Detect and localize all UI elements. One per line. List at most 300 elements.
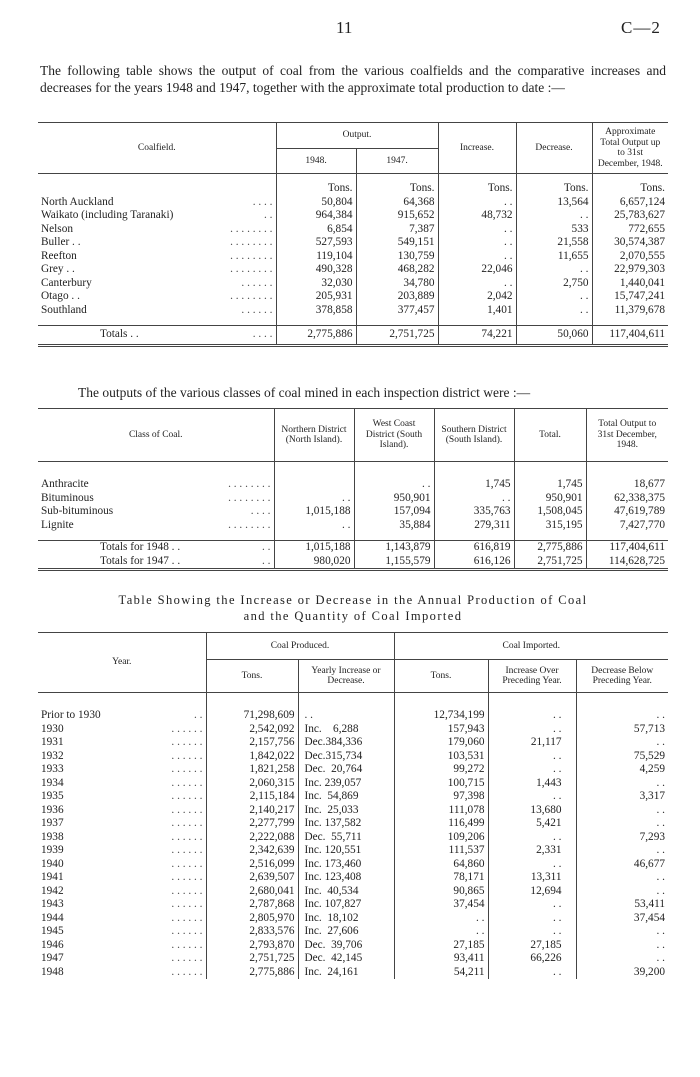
leader-dots: . . . . [252, 328, 273, 341]
year-label-label: 1939 [41, 844, 64, 856]
imported-tons-cell: 90,865 [394, 885, 488, 899]
produced-tons-cell: 2,639,507 [206, 871, 298, 885]
decrease-cell: . . [516, 209, 592, 223]
table-row [38, 831, 668, 845]
decrease-below-cell: . . [576, 885, 668, 899]
imported-tons-cell: 111,078 [394, 804, 488, 818]
totals-row [38, 541, 668, 555]
year-label-label: 1945 [41, 925, 64, 937]
decrease-below-cell: 46,677 [576, 858, 668, 872]
coal-produced-header: Coal Produced. [206, 633, 394, 660]
year-label [38, 871, 206, 885]
total-output-cell: 15,747,241 [592, 290, 668, 304]
coalfield-name [38, 250, 276, 264]
decrease-below-cell: 7,293 [576, 831, 668, 845]
output-1947-cell: 64,368 [356, 196, 438, 210]
west-coast-cell: 157,094 [354, 505, 434, 519]
output-1948-cell: 964,384 [276, 209, 356, 223]
decrease-below-cell: 39,200 [576, 966, 668, 980]
total-output-cell: 47,619,789 [586, 505, 668, 519]
coal-class-name [38, 505, 274, 519]
decrease-cell: 533 [516, 223, 592, 237]
leader-dots: . . . . . . [241, 303, 273, 316]
yearly-change-cell: Inc. 24,161 [298, 966, 394, 980]
spacer-cell [356, 317, 438, 326]
units-blank [38, 182, 276, 196]
year-label [38, 912, 206, 926]
spacer-cell [38, 693, 206, 702]
table-row [38, 236, 668, 250]
coalfield-name-label: Canterbury [41, 276, 92, 289]
leader-dots: . . . . . . [171, 857, 203, 870]
southern-cell: 279,311 [434, 519, 514, 533]
coalfield-name-label: Buller . . [41, 236, 81, 248]
year-1947-header: 1947. [356, 148, 438, 174]
produced-tons-cell: 1,842,022 [206, 750, 298, 764]
leader-dots: . . . . . . [241, 276, 273, 289]
table-row [38, 290, 668, 304]
classes-paragraph: The outputs of the various classes of coal mined in each inspection district were :— [78, 385, 531, 400]
northern-cell: . . [274, 492, 354, 506]
increase-over-cell: . . [488, 898, 576, 912]
increase-cell: . . [438, 250, 516, 264]
increase-over-cell: 13,311 [488, 871, 576, 885]
year-label-label: 1931 [41, 736, 64, 748]
table-row [38, 871, 668, 885]
table-row [38, 804, 668, 818]
spacer-row [38, 470, 668, 478]
spacer-cell [38, 532, 274, 541]
total-w-cell: 1,143,879 [354, 541, 434, 555]
spacer-row [38, 701, 668, 709]
year-label-label: 1935 [41, 790, 64, 802]
produced-tons-cell: 1,821,258 [206, 763, 298, 777]
total-inc-cell: 74,221 [438, 326, 516, 346]
output-1948-cell: 6,854 [276, 223, 356, 237]
spacer-cell [276, 174, 356, 183]
increase-over-cell: . . [488, 912, 576, 926]
imported-tons-cell: 157,943 [394, 723, 488, 737]
spacer-cell [298, 693, 394, 702]
produced-tons-cell: 2,277,799 [206, 817, 298, 831]
output-1947-cell: 549,151 [356, 236, 438, 250]
decrease-header: Decrease. [516, 123, 592, 174]
leader-dots: . . . . . . [171, 925, 203, 937]
decrease-below-cell: . . [576, 939, 668, 953]
southern-cell: 1,745 [434, 478, 514, 492]
leader-dots: . . . . . . [171, 776, 203, 789]
spacer-cell [592, 174, 668, 183]
totals-label-label: Totals . . [100, 328, 139, 341]
yearly-change-cell: Inc. 40,534 [298, 885, 394, 899]
total-output-cell: 2,070,555 [592, 250, 668, 264]
produced-tons-cell: 2,680,041 [206, 885, 298, 899]
year-label [38, 763, 206, 777]
spacer-cell [434, 532, 514, 541]
increase-cell: . . [438, 236, 516, 250]
year-label [38, 831, 206, 845]
table-row [38, 898, 668, 912]
produced-tons-cell: 2,157,756 [206, 736, 298, 750]
imported-tons-cell: 109,206 [394, 831, 488, 845]
spacer-cell [274, 532, 354, 541]
year-label-label: 1942 [41, 884, 64, 897]
produced-tons-cell: 2,793,870 [206, 939, 298, 953]
leader-dots: . . [264, 209, 273, 221]
output-1948-cell: 32,030 [276, 277, 356, 291]
spacer-cell [38, 701, 206, 709]
northern-district-header: Northern District (North Island). [274, 409, 354, 462]
leader-dots: . . . . . . [171, 965, 203, 978]
totals-label-label: Totals for 1948 . . [100, 541, 181, 553]
spacer-row [38, 532, 668, 541]
table-row [38, 723, 668, 737]
output-1948-cell: 378,858 [276, 304, 356, 318]
class-of-coal-header: Class of Coal. [128, 429, 183, 440]
leader-dots: . . . . . . [171, 790, 203, 802]
yearly-change-cell: Inc. 18,102 [298, 912, 394, 926]
produced-tons-cell: 2,140,217 [206, 804, 298, 818]
decrease-below-cell: 53,411 [576, 898, 668, 912]
produced-tons-cell: 2,787,868 [206, 898, 298, 912]
spacer-cell [38, 462, 274, 471]
leader-dots: . . . . . . [171, 911, 203, 924]
yearly-change-cell: Dec. 20,764 [298, 763, 394, 777]
import-table-title-line2: and the Quantity of Coal Imported [243, 609, 463, 623]
coal-imported-header: Coal Imported. [394, 633, 668, 660]
year-label [38, 804, 206, 818]
decrease-below-cell: . . [576, 709, 668, 723]
totals-label-label: Totals for 1947 . . [100, 554, 181, 567]
yearly-change-cell: Inc. 27,606 [298, 925, 394, 939]
coalfield-name [38, 277, 276, 291]
output-1948-cell: 490,328 [276, 263, 356, 277]
output-1948-cell: 50,804 [276, 196, 356, 210]
decrease-below-cell: . . [576, 817, 668, 831]
totals-row [38, 326, 668, 346]
coalfield-name [38, 263, 276, 277]
southern-district-header: Southern District (South Island). [434, 409, 514, 462]
coalfield-name-label: Reefton [41, 249, 77, 262]
produced-tons-cell: 2,542,092 [206, 723, 298, 737]
table-row [38, 709, 668, 723]
spacer-cell [434, 462, 514, 471]
year-label-label: 1948 [41, 965, 64, 978]
output-1947-cell: 7,387 [356, 223, 438, 237]
total-s-cell: 616,126 [434, 555, 514, 570]
table-row [38, 790, 668, 804]
southern-cell: . . [434, 492, 514, 506]
year-label [38, 939, 206, 953]
leader-dots: . . . . . . . . [230, 290, 273, 302]
leader-dots: . . . . . . [171, 952, 203, 964]
unit-label: Tons. [438, 182, 516, 196]
table-row [38, 966, 668, 980]
yearly-change-cell: Inc. 25,033 [298, 804, 394, 818]
table-row [38, 478, 668, 492]
decrease-cell: . . [516, 263, 592, 277]
spacer-cell [276, 317, 356, 326]
table-row [38, 952, 668, 966]
output-1947-cell: 203,889 [356, 290, 438, 304]
spacer-cell [274, 462, 354, 471]
total-output-cell: 25,783,627 [592, 209, 668, 223]
decrease-below-header: Decrease Below Preceding Year. [576, 660, 668, 693]
leader-dots: . . . . . . [171, 803, 203, 816]
total-dec-cell: 50,060 [516, 326, 592, 346]
decrease-below-cell: . . [576, 952, 668, 966]
spacer-cell [586, 532, 668, 541]
total-output-cell: 11,379,678 [592, 304, 668, 318]
increase-over-cell: 21,117 [488, 736, 576, 750]
leader-dots: . . . . [250, 505, 271, 517]
table-row [38, 223, 668, 237]
decrease-below-cell: 4,259 [576, 763, 668, 777]
table-row [38, 505, 668, 519]
leader-dots: . . . . . . [171, 817, 203, 829]
total-cell: 1,745 [514, 478, 586, 492]
decrease-cell: 2,750 [516, 277, 592, 291]
spacer-cell [354, 532, 434, 541]
table-row [38, 304, 668, 318]
yearly-change-cell: Dec. 55,711 [298, 831, 394, 845]
year-label [38, 723, 206, 737]
imported-tons-cell: 64,860 [394, 858, 488, 872]
year-label-label: 1944 [41, 911, 64, 924]
table-row [38, 519, 668, 533]
spacer-cell [514, 462, 586, 471]
table-row [38, 925, 668, 939]
coalfield-name-label: Southland [41, 303, 87, 316]
decrease-below-cell: . . [576, 844, 668, 858]
leader-dots: . . . . . . [171, 763, 203, 775]
increase-over-cell: . . [488, 925, 576, 939]
spacer-cell [394, 701, 488, 709]
coalfield-name [38, 209, 276, 223]
increase-cell: . . [438, 223, 516, 237]
spacer-cell [516, 174, 592, 183]
decrease-cell: . . [516, 304, 592, 318]
total-w-cell: 1,155,579 [354, 555, 434, 570]
west-coast-cell: 35,884 [354, 519, 434, 533]
decrease-cell: . . [516, 290, 592, 304]
northern-cell: 1,015,188 [274, 505, 354, 519]
increase-over-cell: 66,226 [488, 952, 576, 966]
west-coast-cell: 950,901 [354, 492, 434, 506]
increase-over-cell: . . [488, 763, 576, 777]
leader-dots: . . [262, 541, 271, 553]
yearly-change-cell: Inc. 137,582 [298, 817, 394, 831]
imported-tons-cell: 97,398 [394, 790, 488, 804]
year-header: Year. [38, 633, 206, 693]
spacer-cell [516, 317, 592, 326]
increase-over-cell: 13,680 [488, 804, 576, 818]
coalfield-name-label: Grey . . [41, 263, 75, 275]
coalfield-name [38, 196, 276, 210]
spacer-cell [592, 317, 668, 326]
coalfield-name [38, 290, 276, 304]
units-row [38, 182, 668, 196]
leader-dots: . . . . . . . . [230, 222, 273, 235]
coal-class-table [38, 408, 668, 571]
year-label [38, 790, 206, 804]
year-label [38, 925, 206, 939]
decrease-cell: 13,564 [516, 196, 592, 210]
increase-over-cell: 5,421 [488, 817, 576, 831]
leader-dots: . . . . . . . . [230, 236, 273, 248]
yearly-change-header: Yearly Increase or Decrease. [298, 660, 394, 693]
unit-label: Tons. [592, 182, 668, 196]
total-cell: 315,195 [514, 519, 586, 533]
coal-class-name-label: Sub-bituminous [41, 505, 114, 517]
leader-dots: . . [194, 709, 203, 721]
produced-tons-cell: 2,775,886 [206, 966, 298, 980]
output-header: Output. [276, 123, 438, 149]
unit-label: Tons. [356, 182, 438, 196]
spacer-row [38, 174, 668, 183]
output-1947-cell: 377,457 [356, 304, 438, 318]
coal-class-name [38, 519, 274, 533]
year-label [38, 817, 206, 831]
coalfield-name [38, 304, 276, 318]
table-row [38, 209, 668, 223]
imported-tons-cell: 99,272 [394, 763, 488, 777]
output-1947-cell: 130,759 [356, 250, 438, 264]
yearly-change-cell: Dec. 39,706 [298, 939, 394, 953]
totals-row [38, 555, 668, 570]
imported-tons-cell: 100,715 [394, 777, 488, 791]
coalfield-name-label: North Auckland [41, 195, 114, 208]
total-header: Total. [514, 409, 586, 462]
increase-over-cell: 1,443 [488, 777, 576, 791]
leader-dots: . . . . . . [171, 844, 203, 856]
total-output-cell: 6,657,124 [592, 196, 668, 210]
coalfield-name-label: Waikato (including Taranaki) [41, 209, 174, 221]
leader-dots: . . . . [252, 195, 273, 208]
southern-cell: 335,763 [434, 505, 514, 519]
coal-class-name [38, 492, 274, 506]
imported-tons-cell: 27,185 [394, 939, 488, 953]
produced-tons-cell: 2,342,639 [206, 844, 298, 858]
year-label-label: 1937 [41, 817, 64, 829]
increase-over-cell: . . [488, 709, 576, 723]
coal-class-name-label: Bituminous [41, 491, 94, 504]
coal-class-name [38, 478, 274, 492]
produced-tons-header: Tons. [206, 660, 298, 693]
coalfield-name-label: Nelson [41, 222, 74, 235]
decrease-below-cell: 57,713 [576, 723, 668, 737]
page-number: 11 [336, 18, 353, 37]
spacer-cell [274, 470, 354, 478]
spacer-cell [586, 470, 668, 478]
produced-tons-cell: 2,833,576 [206, 925, 298, 939]
imported-tons-cell: . . [394, 912, 488, 926]
increase-cell: . . [438, 196, 516, 210]
increase-header: Increase. [438, 123, 516, 174]
spacer-cell [438, 317, 516, 326]
year-label [38, 966, 206, 980]
coalfield-header: Coalfield. [38, 123, 276, 174]
total-s-cell: 616,819 [434, 541, 514, 555]
year-label-label: 1932 [41, 749, 64, 762]
spacer-cell [514, 532, 586, 541]
imported-tons-cell: 116,499 [394, 817, 488, 831]
table-row [38, 196, 668, 210]
imported-tons-cell: . . [394, 925, 488, 939]
year-label [38, 885, 206, 899]
year-label-label: 1930 [41, 722, 64, 735]
leader-dots: . . [262, 554, 271, 567]
spacer-cell [434, 470, 514, 478]
output-1947-cell: 34,780 [356, 277, 438, 291]
unit-label: Tons. [276, 182, 356, 196]
year-label [38, 777, 206, 791]
spacer-cell [488, 693, 576, 702]
yearly-change-cell: Dec.315,734 [298, 750, 394, 764]
intro-paragraph: The following table shows the output of coal from the various coalfields and the comparative increases and decreases for the years 1948 and 1947, together with the approximate total production to date :— [40, 63, 666, 95]
output-1947-cell: 468,282 [356, 263, 438, 277]
import-table-title-line1: Table Showing the Increase or Decrease in the Annual Production of Coal [118, 593, 588, 607]
year-label [38, 844, 206, 858]
table-row [38, 750, 668, 764]
total-n-cell: 980,020 [274, 555, 354, 570]
year-label-label: 1946 [41, 938, 64, 951]
table-row [38, 736, 668, 750]
table-row [38, 912, 668, 926]
year-label-label: 1940 [41, 857, 64, 870]
output-1947-cell: 915,652 [356, 209, 438, 223]
northern-cell [274, 478, 354, 492]
west-coast-cell: . . [354, 478, 434, 492]
year-label-label: 1936 [41, 803, 64, 816]
spacer-row [38, 462, 668, 471]
total-t-cell: 2,775,886 [514, 541, 586, 555]
table-row [38, 817, 668, 831]
spacer-cell [356, 174, 438, 183]
total-output-cell: 7,427,770 [586, 519, 668, 533]
increase-over-cell: . . [488, 750, 576, 764]
imported-tons-cell: 179,060 [394, 736, 488, 750]
spacer-row [38, 317, 668, 326]
yearly-change-cell: Inc. 173,460 [298, 858, 394, 872]
yearly-change-cell: . . [298, 709, 394, 723]
totals-label [38, 541, 274, 555]
increase-over-cell: . . [488, 966, 576, 980]
leader-dots: . . . . . . . . [228, 518, 271, 531]
total-o-cell: 117,404,611 [586, 541, 668, 555]
decrease-below-cell: . . [576, 777, 668, 791]
increase-over-header: Increase Over Preceding Year. [488, 660, 576, 693]
leader-dots: . . . . . . [171, 871, 203, 883]
imported-tons-cell: 78,171 [394, 871, 488, 885]
produced-tons-cell: 2,805,970 [206, 912, 298, 926]
increase-over-cell: 2,331 [488, 844, 576, 858]
increase-over-cell: 12,694 [488, 885, 576, 899]
imported-tons-cell: 12,734,199 [394, 709, 488, 723]
year-label-label: Prior to 1930 [41, 709, 101, 721]
year-label-label: 1943 [41, 898, 64, 910]
leader-dots: . . . . . . [171, 830, 203, 843]
spacer-cell [488, 701, 576, 709]
imported-tons-cell: 103,531 [394, 750, 488, 764]
decrease-below-cell: 3,317 [576, 790, 668, 804]
increase-over-cell: 27,185 [488, 939, 576, 953]
imported-tons-cell: 93,411 [394, 952, 488, 966]
leader-dots: . . . . . . [171, 898, 203, 910]
decrease-below-cell: 37,454 [576, 912, 668, 926]
total-output-header: Approximate Total Output up to 31st December, 1948. [592, 123, 668, 174]
total-output-header: Total Output to 31st December, 1948. [586, 409, 668, 462]
